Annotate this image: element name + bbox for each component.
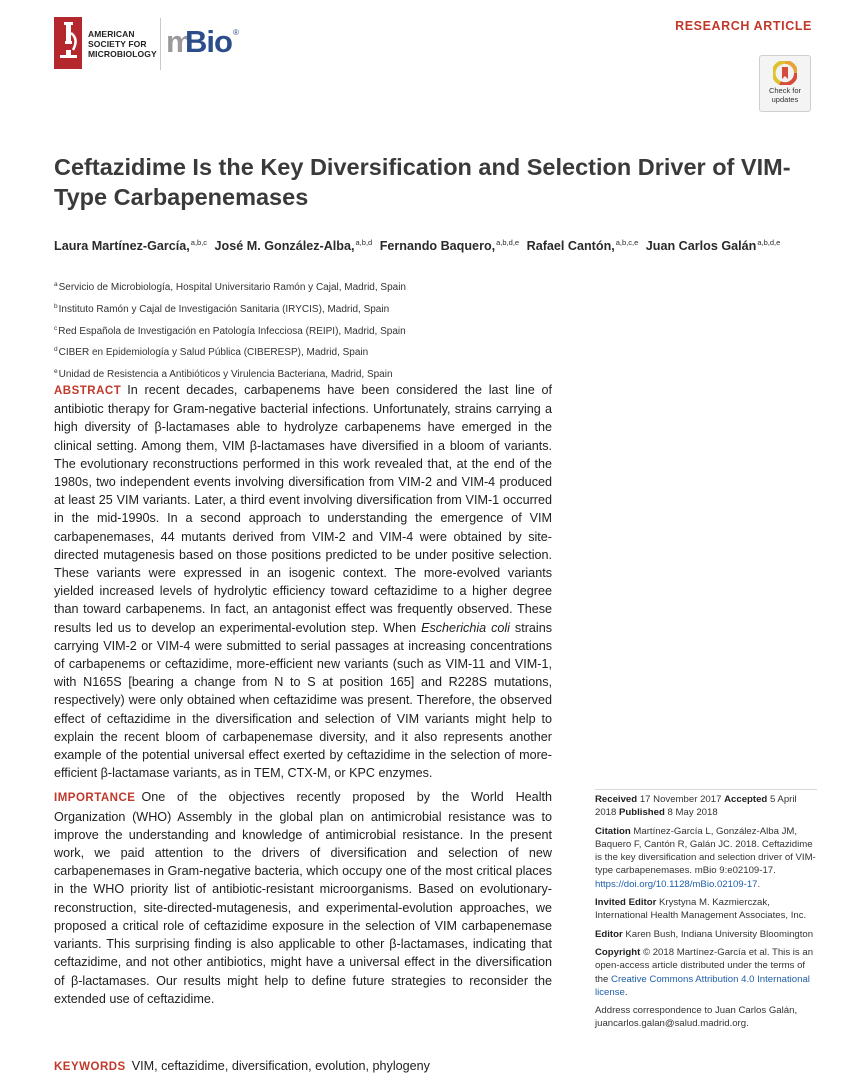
publisher-name: AMERICAN SOCIETY FOR MICROBIOLOGY — [88, 29, 157, 59]
check-for-updates-button[interactable] — [759, 55, 811, 112]
main-column — [54, 381, 552, 1008]
journal-logo[interactable]: m Bio ® — [166, 24, 239, 59]
article-info-sidebar — [595, 789, 817, 1036]
abstract-label: ABSTRACT — [54, 385, 122, 397]
author[interactable]: Fernando Baquero,$^{a,b,d,e}$ — [379, 238, 520, 253]
keywords-line — [54, 1059, 430, 1073]
author[interactable]: José M. González-Alba,$^{a,b,d}$ — [214, 238, 373, 253]
asm-publisher-logo[interactable] — [54, 17, 172, 71]
affiliation: $^b$Instituto Ramón y Cajal de Investigación Sanitaria (IRYCIS), Madrid, Spain — [54, 302, 390, 315]
affiliation: $^e$Unidad de Resistencia a Antibióticos y Virulencia Bacteriana, Madrid, Spain — [54, 368, 393, 381]
license-link[interactable]: Creative Commons Attribution 4.0 International license — [595, 973, 810, 998]
article-type-label: RESEARCH ARTICLE — [675, 19, 812, 33]
species-name: Escherichia coli — [421, 620, 510, 635]
keywords-text: VIM, ceftazidime, diversification, evolution, phylogeny — [131, 1059, 430, 1073]
editor-block: Editor Karen Bush, Indiana University Bloomington — [595, 928, 814, 940]
affiliation: $^a$Servicio de Microbiología, Hospital Universitario Ramón y Cajal, Madrid, Spain — [54, 281, 406, 293]
author-list — [54, 238, 834, 253]
article-title: Ceftazidime Is the Key Diversification and Selection Driver of VIM-Type Carbapenemases — [54, 154, 791, 210]
doi-link[interactable]: https://doi.org/10.1128/mBio.02109-17 — [595, 878, 758, 890]
author[interactable]: Juan Carlos Galán$^{a,b,d,e}$ — [645, 238, 781, 253]
citation-block: Citation Martínez-García L, González-Alba JM, Baquero F, Cantón R, Galán JC. 2018. Ceftazidime is the key diversification and selection driver of VIM-type carbapenemases. mBio 9:e02109-17. https://doi.org/10.1128/mBio.02109-17. — [595, 825, 816, 890]
logo-divider — [160, 18, 161, 70]
dates-block: Received 17 November 2017 Accepted 5 April 2018 Published 8 May 2018 — [595, 794, 797, 819]
microscope-icon — [54, 17, 82, 69]
importance-paragraph: IMPORTANCE One of the objectives recently proposed by the World Health Organization (WHO) Assembly in the global plan on antimicrobial resistance was to improve the understanding and knowledge of antimicrobial resistance. In the present work, we paid attention to the drivers of diversification and selection of new carbapenemases in Gram-negative bacteria, which occupy one of the most critical places in the WHO priority list of antibiotic-resistant microorganisms. Based on evolutionary-reconstruction, site-directed-mutagenesis, and experimental-evolution approaches, we proposed a critical role of ceftazidime exposure in the selection of VIM carbapenemase variants. This surprising finding is also applicable to other β-lactamases, indicating that ceftazidime, and not other antibiotics, might have a universal effect in the diversification of β-lactamases. Our results might help to define future strategies to reconsider the extended use of ceftazidime. — [54, 790, 552, 1006]
affiliation: $^c$Red Española de Investigación en Patología Infecciosa (REIPI), Madrid, Spain — [54, 324, 406, 337]
correspondence-block: Address correspondence to Juan Carlos Galán, juancarlos.galan@salud.madrid.org. — [595, 1005, 798, 1030]
affiliation: $^d$CIBER en Epidemiología y Salud Pública (CIBERESP), Madrid, Spain — [54, 346, 369, 359]
keywords-label: KEYWORDS — [54, 1061, 126, 1073]
abstract-paragraph: ABSTRACT In recent decades, carbapenems have been considered the last line of antibiotic therapy for Gram-negative bacterial infections. Unfortunately, strains carrying a high diversity of β-lactamases able to hydrolyze carbapenems have emerged in the clinical setting. Among them, VIM β-lactamases have diversified in a bloom of variants. The evolutionary reconstructions performed in this work revealed that, at the end of the 1980s, two independent events involving diversification from VIM-2 and VIM-4 produced at least 25 VIM variants. Later, a third event involving diversification from VIM-1 occurred in the mid-1990s. In a second approach to understanding the emergence of VIM carbapenemases, 44 mutants derived from VIM-2 and VIM-4 were obtained by site-directed mutagenesis based on those positions predicted to be under positive selection. These variants were expressed in an isogenic context. The more-evolved variants yielded increased levels of hydrolytic efficiency toward ceftazidime to a higher degree than toward carbapenems. In fact, an antagonist effect was frequently observed. These results led us to develop an experimental-evolution step. When Escherichia coli strains carrying VIM-2 or VIM-4 were submitted to serial passages at increasing concentrations of carbapenems or ceftazidime, more-efficient new variants (such as VIM-11 and VIM-1, with N165S [bearing a change from N to S at position 165] and R228S mutations, respectively) were only obtained when ceftazidime was present. Therefore, the observed effect of ceftazidime in the diversification and selection of VIM variants might help to explain the recent bloom of carbapenemase diversity, and it also represents another example of the potential universal effect exerted by ceftazidime in the selection of more-efficient β-lactamase variants, as in TEM, CTX-M, or KPC enzymes. — [54, 383, 553, 781]
invited-editor-block: Invited Editor Krystyna M. Kazmierczak, International Health Management Associates, Inc. — [595, 897, 807, 922]
author[interactable]: Laura Martínez-García,$^{a,b,c}$ — [54, 238, 208, 253]
crossmark-icon — [773, 61, 797, 85]
importance-label: IMPORTANCE — [54, 792, 136, 805]
copyright-block: Copyright © 2018 Martínez-García et al. This is an open-access article distributed under the terms of the Creative Commons Attribution 4.0 International license. — [595, 946, 814, 998]
affiliation-list — [54, 276, 654, 385]
check-for-updates-label: Check for updates — [768, 86, 802, 104]
author[interactable]: Rafael Cantón,$^{a,b,c,e}$ — [526, 238, 639, 253]
